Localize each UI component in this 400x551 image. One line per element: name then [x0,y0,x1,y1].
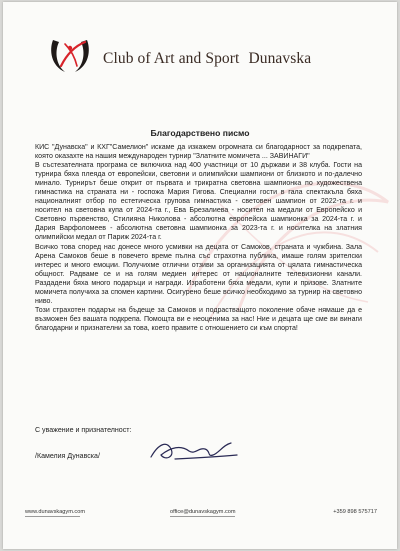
closing-line: С уважение и признателност: [35,427,132,434]
email-link[interactable]: office@dunavskagym.com [170,509,236,515]
letter-body [35,143,362,333]
website-underline [25,516,80,517]
paragraph-3: Всичко това според нас донесе много усмивки на децата от Самоков, страната и чужбина. Зала Арена Самоков беше в повечето време пълна със страхотна публика, имаше голям зрителски интерес и много емоции. Получихме отлични отзиви за организацията от цялата гимнастическа общност. Радваме се и на голям медиен интерес от националните телевизионни канали. Раздадени бяха много подаръци и награди. Изработени бяха медали, купи и призове. Златните момичета получиха за спомен картини. Осигурено беше всичко необходимо за турнир на световно ниво. [35,243,362,305]
phone-number: +359 898 575717 [333,509,377,515]
letter-title: Благодарствено писмо [150,128,250,138]
signatory-name: /Камелия Дунавска/ [35,453,100,460]
email-underline [170,516,235,517]
brand-name-text: Dunavska [248,50,312,67]
letter-page [3,2,397,549]
letterhead [47,36,387,76]
paragraph-2: В състезателната програма се включиха над 400 участници от 10 държави и 38 клуба. Гости на турнира бяха плеяда от европейски, световни и олимпийски шампиони от близкото и по-далечно минало. Турнирът беше открит от първата и трикратна световна шампионка по художествена гимнастика на страната ни - госпожа Мария Гигова. Специални гости в гала спектакъла бяха националният отбор по естетическа групова гимнастика - световен шампион от 2022-та г. и носител на световна купа от 2024-та г., Ева Брезалиева - носител на медали от Европейско и Световно първенство, Стилияна Николова - абсолютна европейска шампионка за 2024-та г. и Дария Варфоломеев - абсолютна световна шампионка за 2023-та г. и носителка на златния олимпийски медал от Париж 2024-та г. [35,162,362,242]
brand-main-text: Club of Art and Sport [103,50,240,67]
club-logo-icon [47,36,93,76]
letter-footer [25,509,377,523]
paragraph-4: Този страхотен подарък на бъдеще за Самоков и подрастващото поколение обаче нямаше да е възможен без вашата подкрепа. Помощта ви е неоценима за нас! Ние и децата ще сме ви винаги благодарни и признателни за това, което правите с отношението си към спорта! [35,306,362,332]
paragraph-1: КИС "Дунавска" и КХГ"Самелион" искаме да изкажем огромната си благодарност за подкрепата, която оказахте на нашия международен турнир "Златните момичета ... ЗАВИНАГИ" [35,144,362,161]
website-link[interactable]: www.dunavskagym.com [25,509,85,515]
brand-title [103,50,311,68]
handwritten-signature [145,437,245,463]
signature-block [35,445,365,465]
